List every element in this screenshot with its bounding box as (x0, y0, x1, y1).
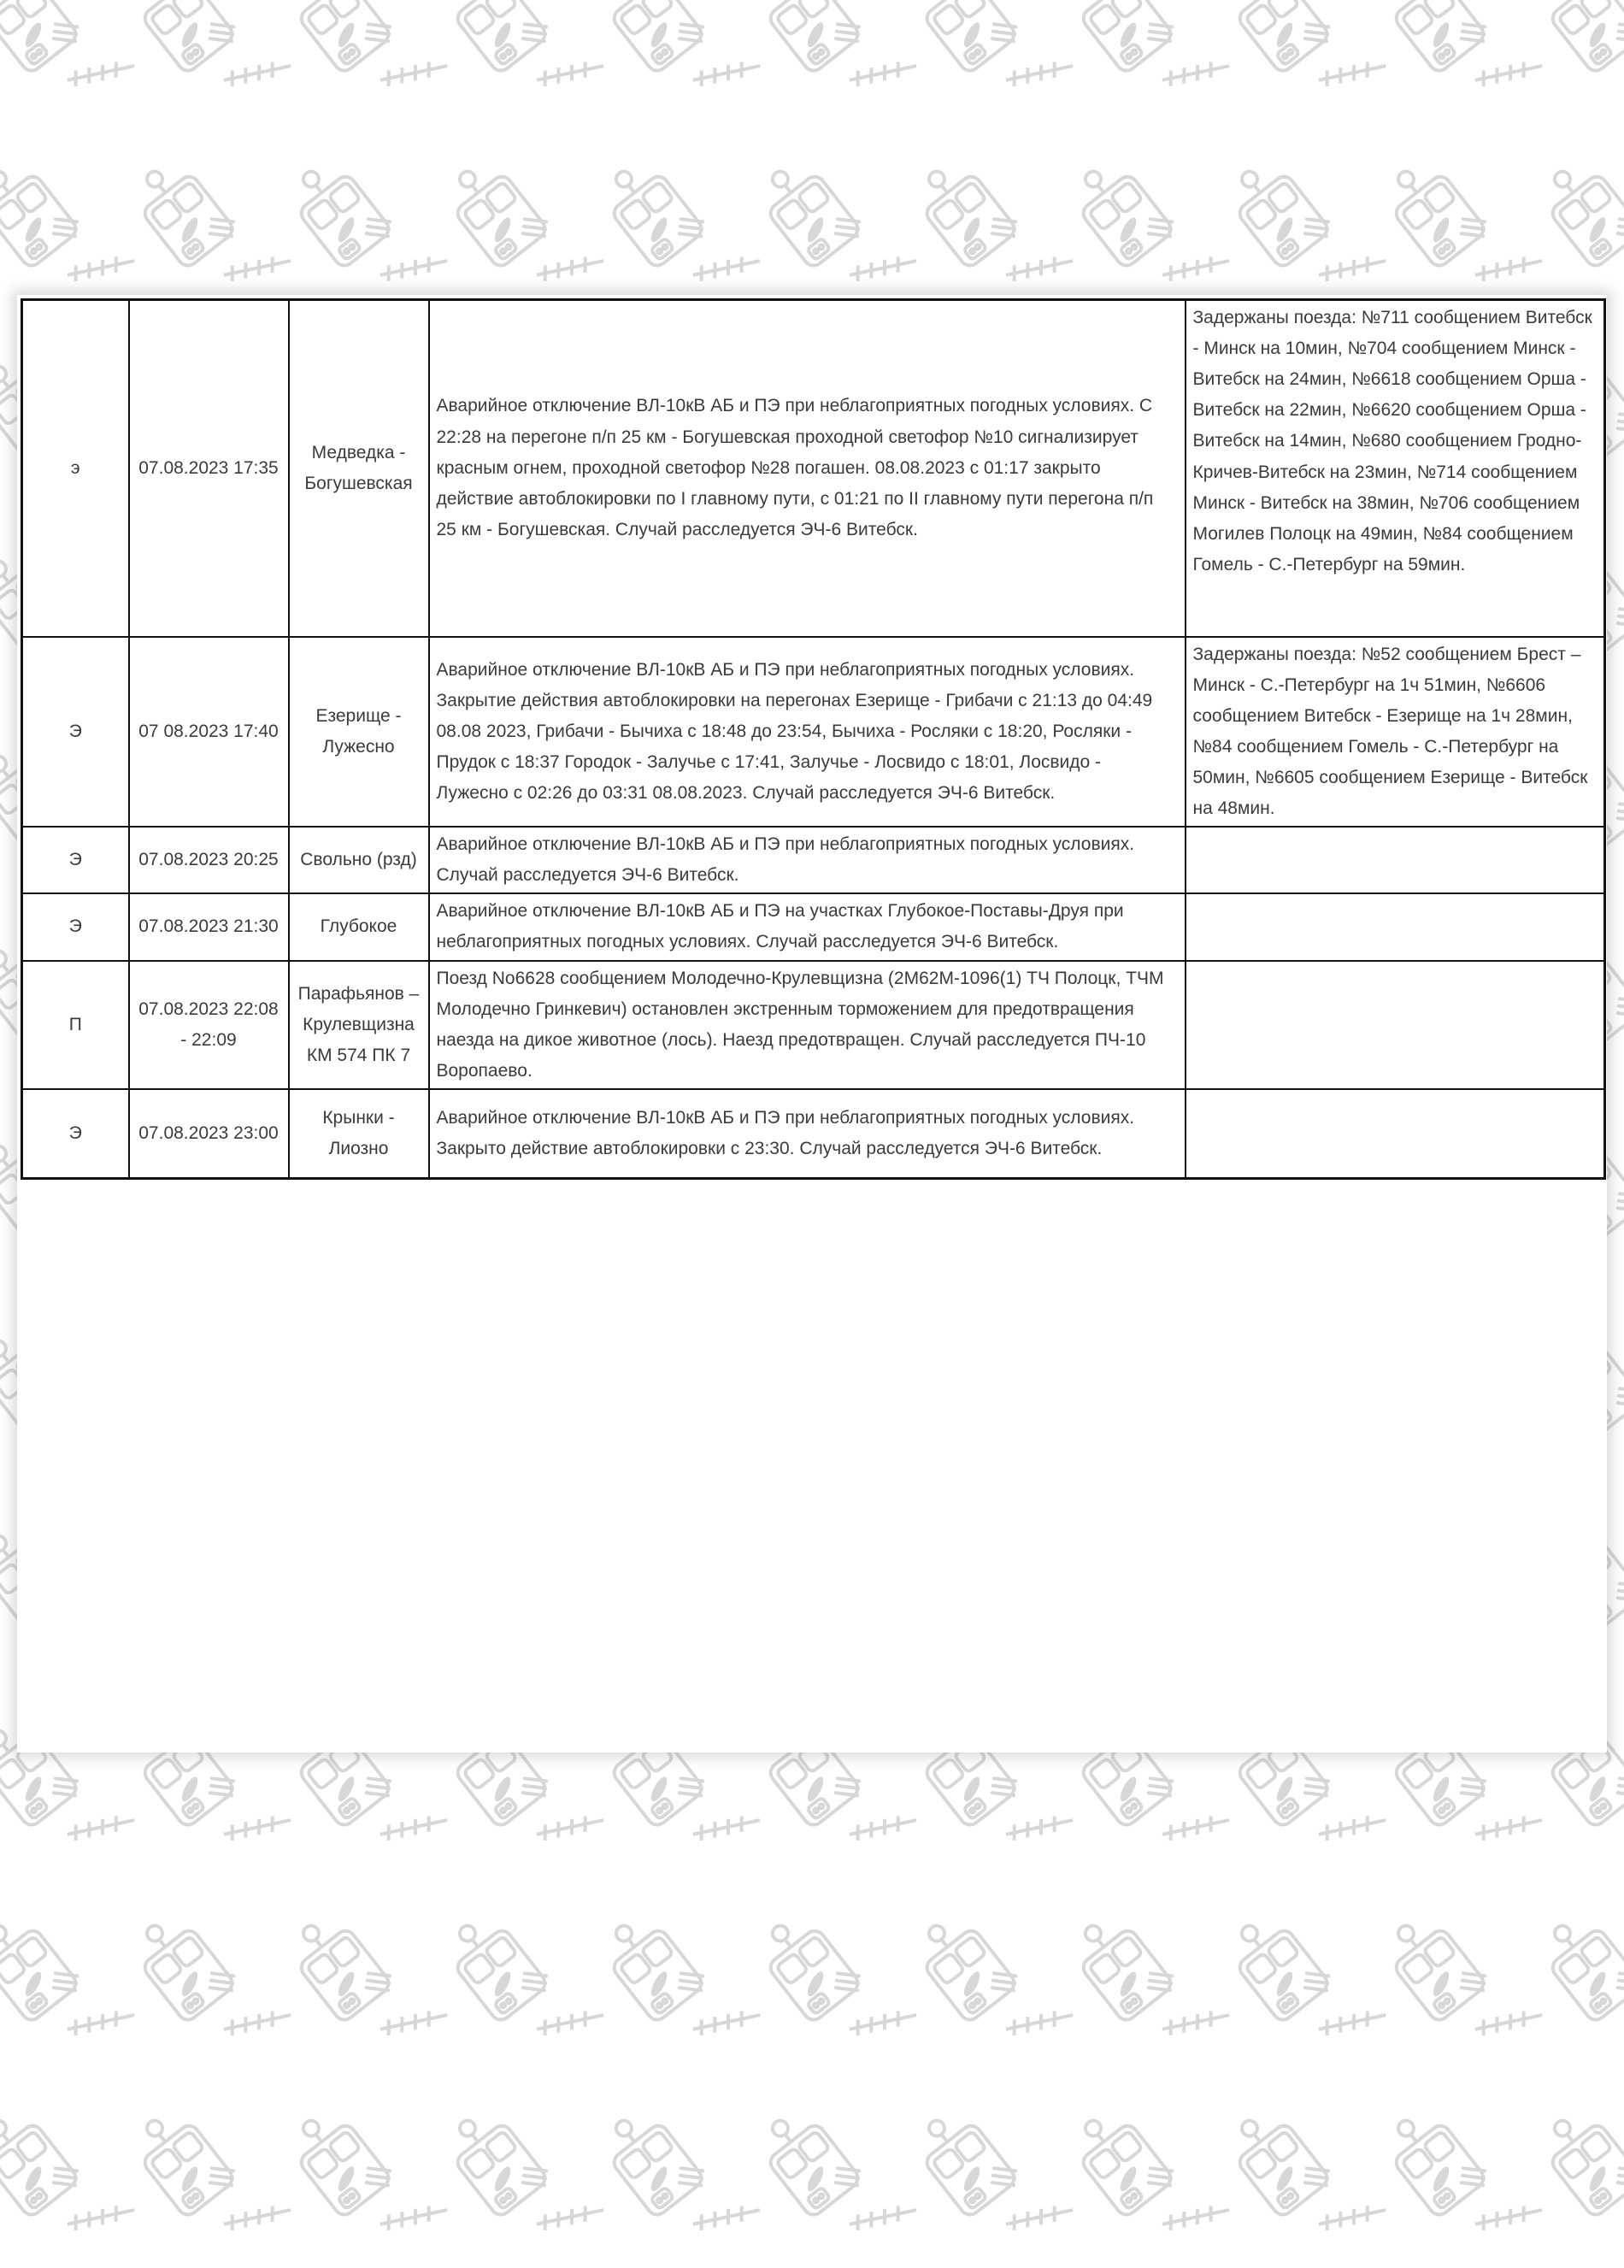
train-icon (591, 0, 771, 124)
train-icon (1530, 139, 1624, 319)
train-delays-cell: Задержаны поезда: №711 сообщением Витебск - Минск на 10мин, №704 сообщением Минск - Витебск на 24мин, №6618 сообщением Орша - Витебск на 22мин, №6620 сообщением Орша - Витебск на 14мин, №680 сообщением Гродно-Кричев-Витебск на 23мин, №714 сообщением Минск - Витебск на 38мин, №706 сообщением Могилев Полоцк на 49мин, №84 сообщением Гомель - С.-Петербург на 59мин. (1186, 300, 1605, 637)
table-row (22, 961, 1605, 1089)
train-icon (279, 1894, 458, 2073)
train-icon (748, 139, 927, 319)
incident-type-cell: э (22, 300, 129, 637)
table-row (22, 827, 1605, 893)
table-row (22, 637, 1605, 828)
train-icon (1374, 0, 1553, 124)
incident-datetime-cell: 07.08.2023 20:25 (129, 827, 289, 893)
train-icon (122, 1894, 302, 2073)
train-icon (122, 0, 302, 124)
train-icon (591, 139, 771, 319)
train-icon (1061, 1894, 1240, 2073)
train-icon (1530, 0, 1624, 124)
train-icon (1217, 0, 1397, 124)
train-icon (1530, 1894, 1624, 2073)
incident-datetime-cell: 07.08.2023 22:08 - 22:09 (129, 961, 289, 1089)
train-icon (1374, 139, 1553, 319)
incident-location-cell: Крынки - Лиозно (289, 1089, 429, 1178)
incident-description-cell: Аварийное отключение ВЛ-10кВ АБ и ПЭ при неблагоприятных погодных условиях. Случай расследуется ЭЧ-6 Витебск. (429, 827, 1186, 893)
train-delays-cell (1186, 893, 1605, 960)
incident-description-cell: Аварийное отключение ВЛ-10кВ АБ и ПЭ при неблагоприятных погодных условиях. С 22:28 на перегоне п/п 25 км - Богушевская проходной светофор №10 сигнализирует красным огнем, проходной светофор №28 погашен. 08.08.2023 с 01:17 закрыто действие автоблокировки по I главному пути, с 01:21 по II главному пути перегона п/п 25 км - Богушевская. Случай расследуется ЭЧ-6 Витебск. (429, 300, 1186, 637)
incident-type-cell: П (22, 961, 129, 1089)
train-icon (1061, 139, 1240, 319)
train-icon (279, 0, 458, 124)
train-icon (591, 2088, 771, 2268)
train-icon (435, 139, 615, 319)
train-delays-cell (1186, 827, 1605, 893)
incident-location-cell: Парафьянов – Крулевщизна КМ 574 ПК 7 (289, 961, 429, 1089)
train-icon (1530, 2088, 1624, 2268)
train-icon (748, 1894, 927, 2073)
train-icon (1061, 0, 1240, 124)
train-icon (1217, 2088, 1397, 2268)
train-icon (748, 0, 927, 124)
table-row (22, 893, 1605, 960)
train-icon (748, 2088, 927, 2268)
train-delays-cell (1186, 1089, 1605, 1178)
incident-description-cell: Поезд No6628 сообщением Молодечно-Крулевщизна (2М62М-1096(1) ТЧ Полоцк, ТЧМ Молодечно Гринкевич) остановлен экстренным торможением для предотвращения наезда на дикое животное (лось). Наезд предотвращен. Случай расследуется ПЧ-10 Воропаево. (429, 961, 1186, 1089)
train-icon (904, 1894, 1084, 2073)
train-icon (122, 2088, 302, 2268)
table-row (22, 300, 1605, 637)
train-delays-cell (1186, 961, 1605, 1089)
incidents-table (21, 298, 1606, 1180)
incident-type-cell: Э (22, 893, 129, 960)
train-icon (435, 0, 615, 124)
incident-datetime-cell: 07.08.2023 17:35 (129, 300, 289, 637)
incident-location-cell: Медведка - Богушевская (289, 300, 429, 637)
incident-location-cell: Глубокое (289, 893, 429, 960)
train-icon (904, 0, 1084, 124)
incident-description-cell: Аварийное отключение ВЛ-10кВ АБ и ПЭ при неблагоприятных погодных условиях. Закрытие действия автоблокировки на перегонах Езерище - Грибачи с 21:13 до 04:49 08.08 2023, Грибачи - Бычиха с 18:48 до 23:54, Бычиха - Росляки с 18:20, Росляки - Прудок с 18:37 Городок - Залучье с 17:41, Залучье - Лосвидо с 18:01, Лосвидо - Лужесно с 02:26 до 03:31 08.08.2023. Случай расследуется ЭЧ-6 Витебск. (429, 637, 1186, 828)
train-icon (279, 139, 458, 319)
train-icon (122, 139, 302, 319)
document-sheet (17, 295, 1607, 1753)
incident-type-cell: Э (22, 637, 129, 828)
train-icon (904, 139, 1084, 319)
incident-description-cell: Аварийное отключение ВЛ-10кВ АБ и ПЭ на участках Глубокое-Поставы-Друя при неблагоприятных погодных условиях. Случай расследуется ЭЧ-6 Витебск. (429, 893, 1186, 960)
train-icon (1374, 1894, 1553, 2073)
incident-datetime-cell: 07.08.2023 21:30 (129, 893, 289, 960)
incident-location-cell: Езерище - Лужесно (289, 637, 429, 828)
train-icon (591, 1894, 771, 2073)
train-icon (435, 2088, 615, 2268)
train-icon (279, 2088, 458, 2268)
incident-description-cell: Аварийное отключение ВЛ-10кВ АБ и ПЭ при неблагоприятных погодных условиях. Закрыто действие автоблокировки с 23:30. Случай расследуется ЭЧ-6 Витебск. (429, 1089, 1186, 1178)
train-icon (1374, 2088, 1553, 2268)
table-row (22, 1089, 1605, 1178)
train-icon (904, 2088, 1084, 2268)
train-icon (1217, 139, 1397, 319)
incident-type-cell: Э (22, 827, 129, 893)
train-icon (1217, 1894, 1397, 2073)
train-delays-cell: Задержаны поезда: №52 сообщением Брест – Минск - С.-Петербург на 1ч 51мин, №6606 сообщением Витебск - Езерище на 1ч 28мин, №84 сообщением Гомель - С.-Петербург на 50мин, №6605 сообщением Езерище - Витебск на 48мин. (1186, 637, 1605, 828)
incident-type-cell: Э (22, 1089, 129, 1178)
train-icon (1061, 2088, 1240, 2268)
train-icon (435, 1894, 615, 2073)
incident-location-cell: Свольно (рзд) (289, 827, 429, 893)
incident-datetime-cell: 07 08.2023 17:40 (129, 637, 289, 828)
incident-datetime-cell: 07.08.2023 23:00 (129, 1089, 289, 1178)
